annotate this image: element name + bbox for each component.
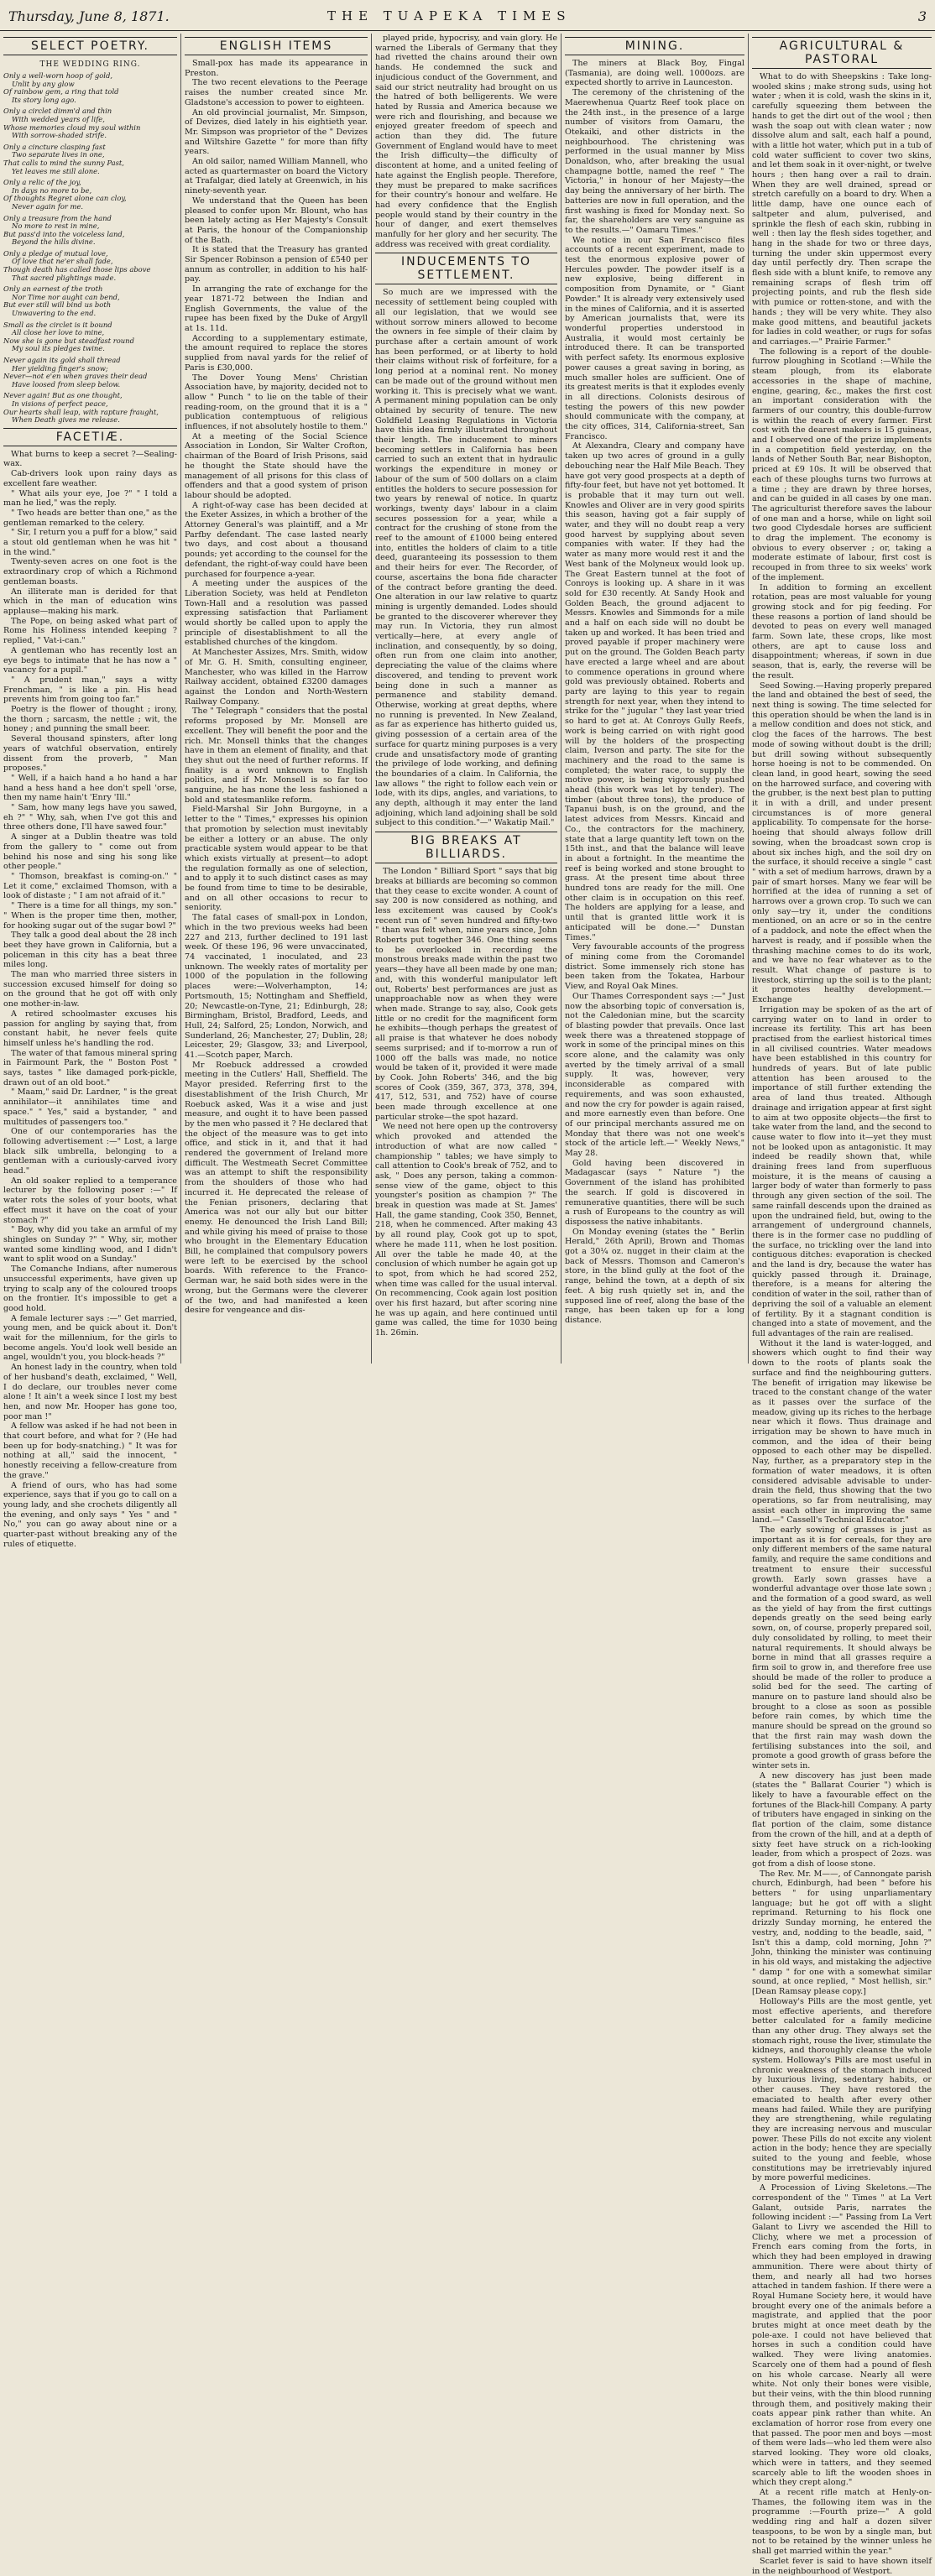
section-heading-english-items: ENGLISH ITEMS — [185, 37, 368, 55]
paragraph: Poetry is the flower of thought ; irony, the thorn ; sarcasm, the nettle ; wit, the honey ; and punning the small beer. — [3, 705, 177, 734]
poem-line: Of thoughts Regret alone can cloy, — [3, 194, 127, 203]
poem-line: Unlit by any glow — [12, 79, 75, 88]
paragraph: So much are we impressed with the necessity of settlement being coupled with all our legislation, that we would see without sorrow miners allowed to become the owners in fee simple of their claim by purchase after a certain amount of work has been performed, or at liberty to hold their claims without risk of forfeiture, for a long period at a nominal rent. No money can be made out of the ground without men working it. This is precisely what we want. A permanent mining population can be only obtained by security of tenure. The new Goldfield Leasing Regulations in Victoria have this idea firmly illustrated throughout their length. The inducement to miners becoming settlers in California has been carried to such an extent that in hydraulic workings the expenditure in money or labour of the sum of 500 dollars on a claim entitles the holders to secure possession for two years by renewal of notice. In quartz workings, twenty days' labour in a claim secures possession for a year, while a contract for the crushing of stone from the reef to the amount of £1000 being entered into, entitles the holders of claim to a title deed, guaranteeing its possession to them and their heirs for ever. The Recorder, of course, ascertains the bona fide character of the contract before granting the deed. One alteration in our law relative to quartz mining is urgently demanded. Lodes should be granted to the discoverer wherever they may run. In Victoria, they run almost vertically—here, at every angle of inclination, and consequently, by so doing, often run from one claim into another, depreciating the value of the claims where discovered, and tending to prevent work being done in such a manner as permanence and stability demand. Otherwise, working at great depths, where no running is prevented. In New Zealand, as far as experience has hitherto guided us, giving possession of a certain area of the surface for quartz mining purposes is a very crude and unsatisfactory mode of granting the privilege of lode working, and defining the boundaries of a claim. In California, the law allows " the right to follow each vein or lode, with its dips, angles, and variations, to any depth, although it may enter the land adjoining, which land adjoining shall be sold subject to this condition."—" Wakatip Mail." — [375, 288, 557, 828]
paragraph: On Monday evening (states the " Berlin Herald," 26th April), Brown and Thomas got a 30¼ oz. nugget in their claim at the back of Messrs. Thomson and Cameron's store, in the blind gully at the foot of the range, behind the town, at a depth of six feet. A big rush quietly set in, and the supposed line of reef, along the base of the range, has been taken up for a long distance. — [565, 1227, 744, 1325]
paragraph: Cab-drivers look upon rainy days as excellent fare weather. — [3, 469, 177, 488]
paragraph: The following is a report of the double-furrow ploughing in Scotland :—While the steam plough, from its elaborate accessories in the shape of machine, engine, gearing, &c., makes the first cost an important consideration with the farmers of our country, this double-furrow is within the reach of every farmer. First cost with the dearest makers is 15 guineas, and I observed one of the prize implements in a competition field yesterday, on the lands of Nether South Bar, near Bishopton, priced at £9 10s. It will be observed that each of these ploughs turns two furrows at a time ; they are drawn by three horses, and can be guided in all cases by one man. The agriculturist therefore saves the labour of one man and a horse, while on light soil two good Clydesdale horses are sufficient to drag the implement. The economy is obvious to every observer ; or, taking a moderate estimate of labour, first cost is recouped in from three to six weeks' work of the implement. — [752, 347, 932, 582]
poem-line: Small as the circlet is it bound — [3, 320, 112, 329]
paragraph: Our Thames Correspondent says :—" Just now the absorbing topic of conversation is, not the Caledonian mine, but the scarcity of blasting powder that prevails. Once last week there was a threatened stoppage of work in some of the principal mines on this score alone, and the calamity was only averted by the timely arrival of a small supply. It was, however, very inconsiderable as compared with requirements, and was soon exhausted, and now the cry for powder is again raised, and more earnestly even than before. One of our principal merchants assured me on Monday that there was not one week's stock of the article left.—" Weekly News," May 28. — [565, 991, 744, 1159]
paragraph: A new discovery has just been made (states the " Ballarat Courier ") which is likely to have a favourable effect on the fortunes of the Black-hill Company. A party of tributers have engaged in sinking on the flat portion of the claim, some distance from the crown of the hill, and at a depth of sixty feet have struck on a rich-looking leader, from which a prospect of 2ozs. was got from a dish of loose stone. — [752, 1770, 932, 1869]
paragraph: In addition to forming an excellent rotation, peas are most valuable for young growing stock and for pig feeding. For these reasons a portion of land should be devoted to peas on every well managed farm. Sown late, these crops, like most others, are apt to cause loss and disappointment; whereas, if sown in due season, that is, early, the reverse will be the result. — [752, 582, 932, 681]
poem-stanza — [3, 215, 177, 247]
poem-line: Only a well-worn hoop of gold, — [3, 71, 112, 80]
section-heading-select-poetry: SELECT POETRY. — [3, 37, 177, 55]
paragraph: An illiterate man is derided for that which in the man of education wins applause—making his mark. — [3, 587, 177, 616]
paragraph: " Maam," said Dr. Lardner, " is the great annihilator—it annihilates time and space." " Yes," said a bystander, " and multitudes of passengers too." — [3, 1087, 177, 1127]
poem-line: Beyond the hills divine. — [12, 237, 96, 247]
poem-line: Only a circlet dimm'd and thin — [3, 107, 112, 116]
poem-line: Nor Time nor aught can bend, — [12, 292, 120, 301]
poem-line: Yet leaves me still alone. — [12, 166, 100, 175]
paragraph: The Pope, on being asked what part of Rome his Holiness intended keeping ? replied, " Vat-i-can." — [3, 616, 177, 646]
paragraph: " What ails your eye, Joe ?" " I told a man he lied," was the reply. — [3, 488, 177, 508]
paragraph: played pride, hypocrisy, and vain glory. He warned the Liberals of Germany that they had rivetted the chains around their own hands. He condemned the suck and injudicious conduct of the Government, and said our strict neutrality had brought on us the hatred of both belligerents. We were hated by Russia and America because we were rich and flourishing, and because we enjoyed greater freedom of speech and action than they did. The future Government of England would have to meet the Irish difficulty—the difficulty of discontent at home, and a united feeling of hate against the English people. Therefore, they must be prepared to make sacrifices for their country's honour and welfare. He had every confidence that the English people would stand by their country in the hour of danger, and exert themselves manfully for her glory and her security. The address was received with great cordiality. — [375, 34, 557, 249]
poem-line: Our hearts shall leap, with rapture fraught, — [3, 407, 159, 416]
paragraph: The Rev. Mr. M——, of Cannongate parish church, Edinburgh, had been " before his betters " for using unparliamentary language; but he got off with a slight reprimand. Returning to his flock one drizzly Sunday morning, he entered the vestry, and, nodding to the beadle, said, " Isn't this a damp, cold morning, John ?" John, thinking the minister was continuing in his old ways, and mistaking the adjective " damp " for one with a somewhat similar sound, at once replied, " Most hellish, sir." [Dean Ramsay please copy.] — [752, 1869, 932, 1997]
paragraph: A friend of ours, who has had some experience, says that if you go to call on a young lady, and she crochets diligently all the evening, and only says " Yes " and " No," you can go away about nine or a quarter-past without breaking any of the rules of etiquette. — [3, 1480, 177, 1549]
poem-line: Two separate lives in one, — [12, 150, 105, 159]
paragraph: A female lecturer says :—" Get married, young men, and be quick about it. Don't wait for the millennium, for the girls to become angels. You'd look well beside an angel, wouldn't you, you block-heads ?" — [3, 1313, 177, 1363]
paragraph: The London " Billiard Sport " says that big breaks at billiards are becoming so common that they cease to excite wonder. A count of say 200 is now considered as nothing, and less excitement was caused by Cook's recent run of " seven hundred and fifty-two " than was felt when, nine years since, John Roberts put together 346. One thing seems to be overlooked in recording the monstrous breaks made within the past two years—they have all been made by one man; and, with this wonderful manipulator left out, Roberts' best performances are just as unapproachable now as when they were when made. Strange to say, also, Cook gets little or no credit for the magnificent form he exhibits—though perhaps the greatest of all praise is that whatever he does nobody seems surprised; and if to-morrow a run of 1000 off the balls was made, no notice would be taken of it, provided it were made by Cook. John Roberts' 346, and the big scores of Cook (359, 367, 373, 378, 394, 417, 512, 531, and 752) have of course been made through excellence at one particular stroke—the spot hazard. — [375, 867, 557, 1122]
paragraph: Twenty-seven acres on one foot is the extraordinary crop of which a Richmond gentleman boasts. — [3, 557, 177, 587]
paragraph: Scarlet fever is said to have shown itself in the neighbourhood of Westport. — [752, 2556, 932, 2576]
poem-line: Never again for me. — [12, 201, 84, 211]
poem-line: Unwavering to the end. — [12, 309, 97, 318]
paragraph: " Two heads are better than one," as the gentleman remarked to the celery. — [3, 508, 177, 528]
agricultural-continued — [752, 1339, 932, 2576]
paragraph: Holloway's Pills are the most gentle, yet most effective aperients, and therefore better calculated for a family medicine than any other drug. They always set the stomach right, rouse the liver, stimulate the kidneys, and thoroughly cleanse the whole system. Holloway's Pills are most useful in chronic weakness of the stomach induced by luxurious living, sedentary habits, or other causes. They have restored the emaciated to health after every other means had failed. While they are purifying they are strengthening, while regulating they are increasing nervous and muscular power. These Pills do not excite any violent action in the body; hence they are specially suited to the young and feeble, whose constitutions may be irretrievably injured by more powerful medicines. — [752, 1996, 932, 2183]
poem-line: With sorrow-shaded strife. — [12, 131, 107, 140]
paragraph: A meeting under the auspices of the Liberation Society, was held at Pendleton Town-Hall and a resolution was passed expressing satisfaction that Parliament would shortly be called upon to apply the principle of disestablishment to all the established churches of the kingdom. — [185, 579, 368, 648]
paragraph: " Sir, I return you a puff for a blow," said a stout old gentleman when he was hit " in the wind." — [3, 528, 177, 557]
poem-line: Whose memories cloud my soul within — [3, 123, 141, 132]
facetiae-body — [3, 450, 177, 1550]
section-heading-mining: MINING. — [565, 37, 744, 55]
column-2 — [181, 34, 372, 1364]
poem-line: No more to rest in mine, — [12, 222, 100, 231]
paragraph: At Manchester Assizes, Mrs. Smith, widow of Mr. G. H. Smith, consulting engineer, Manchester, who was killed in the Harrow Railway accident, obtained £3200 damages against the London and North-Western Railway Company. — [185, 648, 368, 707]
column-3 — [372, 34, 562, 1364]
paragraph: " Sam, how many legs have you sawed, eh ?" " Why, sah, when I've got this and three others done, I'll have sawed four." — [3, 803, 177, 832]
paragraph: Several thousand spinsters, after long years of watchful observation, entirely dissent from the proverb, " Man proposes." — [3, 734, 177, 774]
poem-line: In days no more to be, — [12, 185, 92, 195]
paragraph: A singer at a Dublin theatre was told from the gallery to " come out from behind his nose and sing his song like other people." — [3, 832, 177, 872]
poem-body — [3, 72, 177, 425]
paragraph: The water of that famous mineral spring in Fairmount Park, the " Boston Post " says, tastes " like damaged pork-pickle, drawn out of an old boot." — [3, 1048, 177, 1087]
poem-line: Only an earnest of the troth — [3, 284, 103, 294]
poem-title: THE WEDDING RING. — [39, 60, 141, 69]
poem-stanza — [3, 285, 177, 317]
paragraph: Without it the land is water-logged, and showers which ought to find their way down to the roots of plants soak the surface and find the neighbouring gutters. The benefit of irrigation may likewise be traced to the constant change of the water as it passes over the surface of the meadow, giving up its riches to the herbage near which it flows. Thus drainage and irrigation may be shown to have much in common, and the idea of their being opposed to each other may be dispelled. Nay, further, as a preparatory step in the formation of water meadows, it is often considered advisable advisable to under-drain the field, thus showing that the two operations, so far from neutralising, may assist each other in improving the same land.—" Cassell's Technical Educator." — [752, 1338, 932, 1525]
paragraph: Mr Roebuck addressed a crowded meeting in the Cutlers' Hall, Sheffield. The Mayor presided. Referring first to the disestablishment of the Irish Church, Mr Roebuck asked, Was it a wise and just measure, and ought it to have been passed by the men who passed it ? He declared that the object of the measure was to get into office, and stick in it, and that it had rendered the government of Ireland more difficult. The Westmeath Secret Committee was an attempt to shift the responsibility from the shoulders of those who had incurred it. He deprecated the release of the Fenian prisoners, declaring that America was not our ally but our bitter enemy. He denounced the Irish Land Bill; and while giving his meed of praise to those who brought in the Elementary Education Bill, he complained that compulsory powers were left to be exercised by the school boards. With reference to the Franco-German war, he said both sides were in the wrong, but the Germans were the cleverer of the two, and had manifested a keen desire for vengeance and dis- — [185, 1060, 368, 1316]
poem-line: With wedded years of life, — [12, 114, 105, 123]
paragraph: " There is a time for all things, my son." " When is the proper time then, mother, for hooking sugar out of the sugar bowl ?" — [3, 901, 177, 931]
paragraph: Small-pox has made its appearance in Preston. — [185, 59, 368, 78]
poem-line: Of rainbow gem, a ring that told — [3, 87, 119, 96]
paragraph: The early sowing of grasses is just as important as it is for cereals, for they are only different members of the same natural family, and require the same conditions and treatment to ensure their successful growth. Early sown grasses have a wonderful advantage over those late sown ; and the formation of a good sward, as well as the yield of hay from the first cuttings depends greatly on the seed being early sown, on, of course, properly prepared soil, duly consolidated by rolling, to meet their natural requirements. It should always be borne in mind that all grasses require a firm soil to grow in, and therefore free use should be made of the roller to produce a solid bed for the seed. The carting of manure on to pasture land should also be brought to a close as soon as possible before rain comes, by which time the manure should be spread on the ground so that the first rain may wash down the fertilising substances into the soil, and promote a good growth of grass before the winter sets in. — [752, 1525, 932, 1770]
poem-line: My soul its pledges twine. — [12, 344, 105, 353]
paragraph: In arranging the rate of exchange for the year 1871-72 between the Indian and English Governments, the value of the rupee has been fixed by the Duke of Argyll at 1s. 11d. — [185, 284, 368, 333]
poem-line: Only a pledge of mutual love, — [3, 248, 108, 258]
mining-body — [565, 59, 744, 1326]
paragraph: The man who married three sisters in succession excused himself for doing so on the ground that he got off with only one mother-in-law. — [3, 970, 177, 1009]
paragraph: A Procession of Living Skeletons.—The correspondent of the " Times " at La Vert Galant, outside Paris, narrates the following incident :—" Passing from La Vert Galant to Livry we ascended the Hill to Clichy, where we met a procession of French ears coming from the forts, in which they had been employed in drawing ammunition. There were about thirty of them, and nearly all had two horses attached in tandem fashion. If there were a Royal Humane Society here, it would have brought every one of the animals before a magistrate, and applied that the poor brutes might at once meet death by the pole-axe. I could not have believed that horses in such a condition could have walked. They were living anatomies. Scarcely one of them had a pound of flesh on his whole carcase. Nearly all were white. Not only their bones were visible, but their veins, with the thin blood running through them, and positively making their coats appear pink rather than white. An exclamation of horror rose from every one that passed. The poor men and boys —most of them were lads—who led them were also starved looking. They wore old cloaks, which were in tatters, and they seemed scarcely able to lift the wooden shoes in which they crept along." — [752, 2183, 932, 2488]
poem-stanza — [3, 143, 177, 175]
big-breaks-body — [375, 867, 557, 1338]
paragraph: A retired schoolmaster excuses his passion for angling by saying that, from constant habit, he never feels quite himself unless he's handling the rod. — [3, 1009, 177, 1048]
section-heading-facetiae: FACETIÆ. — [3, 428, 177, 446]
poem-line: Only a treasure from the hand — [3, 213, 112, 222]
paragraph: We need not here open up the controversy which provoked and attended the introduction of what are now called " championship " tables; we have simply to call attention to Cook's break of 752, and to ask, " Does any person, taking a common-sense view of the game, object to this youngster's position as champion ?" The break in question was made at St. James' Hall, the game standing, Cook 350, Bennet, 218, when he commenced. After making 43 by all round play, Cook got up to spot, where he made 111, when he lost position. All over the table he made 40, at the conclusion of which number he again got up to spot, from which he had scored 252, when time was called for the usual interval. On recommencing, Cook again lost position over his first hazard, but after scoring nine he was up again, and here continued until game was called, the time for 1030 being 1h. 26min. — [375, 1122, 557, 1338]
poem-line: But pass'd into the voiceless land, — [3, 229, 125, 238]
section-heading-inducements: INDUCEMENTS TO SETTLEMENT. — [375, 253, 557, 284]
poem-stanza — [3, 179, 177, 211]
poem-line: Though death has called those lips above — [3, 265, 151, 274]
newspaper-title: THE TUAPEKA TIMES — [327, 8, 572, 23]
paragraph: Very favourable accounts of the progress of mining come from the Coromandel district. Some immensely rich stone has been taken from the Tokatea, Harbour View, and Royal Oak Mines. — [565, 942, 744, 992]
paragraph: Field-Marshal Sir John Burgoyne, in a letter to the " Times," expresses his opinion that promotion by selection must inevitably be either a lottery or an abuse. The only practicable system would appear to be that which exists virtually at present—to adopt the regulation formally as one of selection, and to apply it to such distinct cases as may be found from time to time to be desirable, and on all other occasions to recur to seniority. — [185, 805, 368, 913]
paragraph: At a meeting of the Social Science Association in London, Sir Walter Crofton, chairman of the Board of Irish Prisons, said he thought the State should have the management of all prisons for this class of offenders and that a good system of prison labour should be adopted. — [185, 431, 368, 500]
section-heading-agricultural: AGRICULTURAL & PASTORAL — [752, 37, 932, 69]
paragraph: Irrigation may be spoken of as the art of carrying water on to land in order to increase its fertility. This art has been practised from the earliest historical times in all civilised countries. Water meadows have been established in this country for hundreds of years. But of late public attention has been aroused to the importance of still further extending the area of land thus treated. Although drainage and irrigation appear at first sight to aim at two opposite objects—the first to take water from the land, and the second to cause water to flow into it—yet they must not be looked upon as antagonistic. It may indeed be readily shown that, while draining frees land from superfluous moisture, it is the means of causing a larger body of water than formerly to pass through any given section of the soil. The same rainfall descends upon the drained as upon the undrained field, but, owing to the arrangement of underground channels, there is in the former case no puddling of the surface, no trickling over the land into contiguous ditches: evaporation is checked and the land is dry, because the water has quickly passed through it. Drainage, therefore, is a means for altering the condition of water in the soil, rather than of depriving the soil of a valuable an element of fertility. By it a stagnant condition is changed into a state of movement, and the full advantages of the rain are realised. — [752, 1004, 932, 1338]
paragraph: An old sailor, named William Mannell, who acted as quartermaster on board the Victory at Trafalgar, died lately at Greenwich, in his ninety-seventh year. — [185, 157, 368, 196]
column-5 — [749, 34, 935, 2576]
poem-line: In visions of perfect peace, — [12, 399, 108, 408]
masthead — [0, 0, 935, 31]
poem-line: But ever still will bind us both — [3, 300, 112, 310]
paragraph: The fatal cases of small-pox in London, which in the two previous weeks had been 227 and 213, further declined to 191 last week. Of these 196, 96 were unvaccinated, 74 vaccinated, 1 inoculated, and 23 unknown. The weekly rates of mortality per 1000 of the population in the following places were:—Wolverhampton, 14; Portsmouth, 15; Nottingham and Sheffield, 20; Newcastle-on-Tyne, 21; Edinburgh, 28; Birmingham, Bristol, Bradford, Leeds, and Hull, 24; Salford, 25; London, Norwich, and Sunderland, 26; Manchester, 27; Dublin, 28; Leicester, 29; Glasgow, 33; and Liverpool, 41.—Scotch paper, March. — [185, 913, 368, 1061]
paragraph: At a recent rifle match at Henly-on-Thames, the following item was in the programme :—Fourth prize—" A gold wedding ring and half a dozen silver teaspoons, to be won by a single man, but not to be retained by the winner unless he shall get married within the year." — [752, 2487, 932, 2557]
paragraph: An old soaker replied to a temperance lecturer by the following poser :—" If water rots the soles of your boots, what effect must it have on the coat of your stomach ?" — [3, 1176, 177, 1225]
poem-line: Never—not e'en when graves their dead — [3, 372, 148, 381]
poem-line: That calls to mind the sunny Past, — [3, 158, 124, 167]
paragraph: A right-of-way case has been decided at the Exeter Assizes, in which a brother of the Attorney General's was plaintiff, and a Mr Parfby defendant. The case lasted nearly two days, and cost about a thousand pounds; yet according to the counsel for the defendant, the right-of-way could have been purchased for fourpence a-year. — [185, 500, 368, 579]
poem-line: Its story long ago. — [12, 95, 76, 104]
paragraph: One of our contemporaries has the following advertisement :—" Lost, a large black silk umbrella, belonging to a gentleman with a curiously-carved ivory head." — [3, 1127, 177, 1176]
poem-line: Her yielding finger's snow; — [12, 363, 108, 373]
paragraph: They talk a good deal about the 28 inch beet they have grown in California, but a policeman in this city has a beat three miles long. — [3, 931, 177, 970]
english-items-continued — [375, 34, 557, 249]
poem-stanza — [3, 72, 177, 104]
paragraph: The " Telegraph " considers that the postal reforms proposed by Mr. Monsell are excellent. They will benefit the poor and the rich. Mr. Monsell thinks that the changes have in them an element of finality, and that they shut out the need of further reforms. If finality is a word unknown to English politics, and if Mr. Monsell is so far too sanguine, he has none the less fashioned a bold and statesmanlike reform. — [185, 707, 368, 805]
poem-line: Only a cincture clasping fast — [3, 142, 106, 151]
paragraph: The Dover Young Mens' Christian Association have, by majority, decided not to allow " Punch " to lie on the table of their reading-room, on the ground that it is a " publication contemptuous of religious influences, if not absolutely hostile to them." — [185, 373, 368, 432]
paragraph: The Comanche Indians, after numerous unsuccessful experiments, have given up trying to scalp any of the coloured troops on the frontier. It's impossible to get a good hold. — [3, 1265, 177, 1313]
column-4 — [562, 34, 749, 1364]
section-heading-big-breaks: BIG BREAKS AT BILLIARDS. — [375, 832, 557, 863]
poem-stanza — [3, 392, 177, 424]
poem-line: That sacred plightings made. — [12, 273, 117, 282]
paragraph: An honest lady in the country, when told of her husband's death, exclaimed, " Well, I do declare, our troubles never come alone ! It ain't a week since I lost my best hen, and now Mr. Hooper has gone too, poor man !" — [3, 1363, 177, 1421]
paragraph: According to a supplementary estimate, the amount required to replace the stores supplied from naval yards for the relief of Paris is £30,000. — [185, 333, 368, 373]
poem-line: All close her love to mine, — [12, 328, 105, 337]
paragraph: What burns to keep a secret ?—Sealing-wax. — [3, 449, 177, 469]
poem-stanza — [3, 107, 177, 139]
paragraph: At Alexandra, Cleary and company have taken up two acres of ground in a gully debouching near the Half Mile Beach. They have got very good prospects at a depth of fifty-four feet, but have not yet bottomed. It is probable that it may turn out well. Knowles and Oliver are in very good spirits this season, having got a fair supply of water, and they will no doubt reap a very good harvest by supplying about seven companies with water. If they had the water as many more would rest it and the West bank of the Molyneux would look up. The Great Eastern tunnel at the foot of Conroys is looking up. A share in it was sold for £30 recently. At Sandy Hook and Golden Beach, the ground adjacent to Messrs. Knowles and Simmonds for a mile and a half on each side will no doubt be taken up and worked. It has been tried and proved payable if proper machinery were put on the ground. The Golden Beach party have erected a large wheel and are about to commence operations in ground where gold was previously obtained. Roberts and party are laying to this year to regain strength for next year, when they intend to strike for the " jugular " they last year tried so hard to get at. At Conroys Gully Reefs, work is being carried on with right good will by the holders of the prospecting claim, Iverson and party. The site for the machinery and the road to the same is completed; the water race, to supply the motive power, is being vigorously pushed ahead (this work was let by tender). The timber (about three tons), the produce of Tapanui bush, is on the ground, and the latest advices from Messrs. Kincaid and Co., the contractors for the machinery, state that a large quantity left town on the 15th inst., and that the balance will leave in about a fortnight. In the meantime the reef is being worked and stone brought to grass. At the present time about three hundred tons are ready for the mill. One other claim is in occupation on this reef. The holders are applying for a lease, and until that is granted little work it is anticipated will be done.—" Dunstan Times." — [565, 441, 744, 942]
paragraph: A gentleman who has recently lost an eye begs to intimate that he has now a " vacancy for a pupil." — [3, 645, 177, 675]
poem-line: Never again its gold shall thread — [3, 356, 121, 364]
poem-line: When Death gives me release. — [12, 415, 120, 425]
poem-line: Of love that ne'er shall fade, — [12, 257, 113, 266]
poem-stanza — [3, 250, 177, 282]
paragraph: It is stated that the Treasury has granted Sir Spencer Robinson a pension of £540 per annum as controller, in addition to his half-pay. — [185, 245, 368, 284]
paragraph: The ceremony of the christening of the Maerewhenua Quartz Reef took place on the 24th inst., in the presence of a large number of visitors from Oamaru, the Otekaiki, and other districts in the neighbourhood. The christening was performed in the usual manner by Miss Donaldson, who, after breaking the usual champagne bottle, named the reef " The Victoria," in honour of her Majesty—the day being the anniversary of her birth. The batteries are now in full operation, and the first washing is fixed for Monday next. So far, the shareholders are very sanguine as to the results.—" Oamaru Times." — [565, 88, 744, 235]
paragraph: An old provincial journalist, Mr. Simpson, of Devizes, died lately in his eightieth year. Mr. Simpson was proprietor of the " Devizes and Wiltshire Gazette " for more than fifty years. — [185, 107, 368, 157]
paragraph: " Boy, why did you take an armful of my shingles on Sunday ?" " Why, sir, mother wanted some kindling wood, and I didn't want to split wood on a Sunday." — [3, 1225, 177, 1265]
poem-line: Have loosed from sleep below. — [12, 379, 121, 388]
inducements-body — [375, 288, 557, 828]
agricultural-body — [752, 72, 932, 1339]
poem-line: Never again! But as one thought, — [3, 391, 123, 400]
paragraph: We understand that the Queen has been pleased to confer upon Mr. Blount, who has been lately acting as Her Majesty's Consult at Paris, the honour of the Companionship of the Bath. — [185, 196, 368, 245]
english-items-body — [185, 59, 368, 1316]
paragraph: A fellow was asked if he had not been in that court before, and what for ? (He had been up for body-snatching.) " It was for nothing at all," said the innocent, " honestly receiving a fellow-creature from the grave." — [3, 1421, 177, 1480]
page-number: 3 — [917, 8, 927, 24]
paragraph: " A prudent man," says a witty Frenchman, " is like a pin. His head prevents him from going too far." — [3, 675, 177, 705]
paragraph: " Well, if a haich hand a ho hand a har hand a hess hand a hee don't spell 'orse, then my name hain't 'Enry 'Ill." — [3, 773, 177, 803]
paragraph: Seed Sowing.—Having properly prepared the land and obtained the best of seed, the next thing is sowing. The time selected for this operation should be when the land is in a mellow condition and does not stick, and clog the faces of the harrows. The best mode of sowing without doubt is the drill; but drill sowing without subsequently horse hoeing is not to be commended. On clean land, in good heart, sowing the seed on the harrowed surface, and covering with the grubber, is the next best plan to putting it in with a drill, and under present circumstances is of more general applicability. To compensate for the horse-hoeing that should always follow drill sowing, when the broadcast sown crop is about six inches high, and the soil dry on the surface, it should receive a single " cast " with a set of medium harrows, drawn by a pair of smart horses. Many we fear will be horrified at the idea of running a set of harrows over a grown crop. To such we can only say—try it, under the conditions mentioned, on an acre or so in the centre of a paddock, and note the effect when the harvest is ready, and if possible when the thrashing machine comes to do its work, and we have no fear whatever as to the result. What change of pasture is to livestock, stirring up the soil is to the plant; it promotes healthy development.—Exchange — [752, 681, 932, 1005]
paragraph: The miners at Black Boy, Fingal (Tasmania), are doing well. 1000ozs. are expected shortly to arrive in Launceston. — [565, 59, 744, 88]
poem-stanza — [3, 357, 177, 388]
column-1 — [0, 34, 181, 1549]
poem-stanza — [3, 321, 177, 353]
paragraph: Gold having been discovered in Madagascar (says " Nature ") the Government of the island has prohibited the search. If gold is discovered in remunerative quantities, there will be such a rush of Europeans to the country as will dispossess the native inhabitants. — [565, 1158, 744, 1227]
poem-line: Only a relic of the joy, — [3, 178, 81, 187]
paragraph: We notice in our San Francisco files accounts of a recent experiment, made to test the enormous explosive power of Hercules powder. The powder itself is a new explosive, being different in composition from Dynamite, or " Giant Powder." It is already very extensively used in the mines of California, and it is asserted by American journalists that, were its wonderful properties understood in Australia, it would most certainly be introduced there. It can be transported with perfect safety. Its enormous explosive power causes a great saving in boring, as much smaller holes are sufficient. One of its greatest merits is that it explodes evenly in all directions. Colonists desirous of testing the powers of this new powder should communicate with the company, at the city offices, 314, California-street, San Francisco. — [565, 235, 744, 441]
paragraph: " Thomson, breakfast is coming-on." " Let it come," exclaimed Thomson, with a look of distaste ; " I am not afraid of it." — [3, 871, 177, 901]
paragraph: What to do with Sheepskins : Take long-wooled skins ; make strong suds, using hot water ; when it is cold, wash the skins in it, carefully squeezing them between the hands to get the dirt out of the wool ; then wash the soap out with clean water ; now dissolve alum and salt, each half a pound, with a little hot water, which put in a tub of cold water sufficient to cover two skins, and let them soak in it over-night, or twelve hours ; then hang over a rail to drain. When they are well drained, spread or stretch carefully on a board to dry. When a little damp, have one ounce each of saltpeter and alum, pulverised, and sprinkle the flesh of each skin, rubbing in well : then lay the flesh sides together, and hang in the shade for two or three days, turning the under skin uppermost every day until perfectly dry. Then scrape the flesh side with a blunt knife, to remove any remaining scraps of flesh trim off projecting points, and rub the flesh side with pumice or rotten-stone, and with the hands ; they will be very white. They also make good mittens, and beautiful jackets for ladies in cold weather, or rugs for sofas and carriages.—" Prairie Farmer." — [752, 72, 932, 347]
paragraph: The two recent elevations to the Peerage raises the number created since Mr. Gladstone's accession to power to eighteen. — [185, 78, 368, 107]
poem-line: Now she is gone but steadfast round — [3, 336, 134, 345]
issue-date: Thursday, June 8, 1871. — [8, 8, 170, 24]
